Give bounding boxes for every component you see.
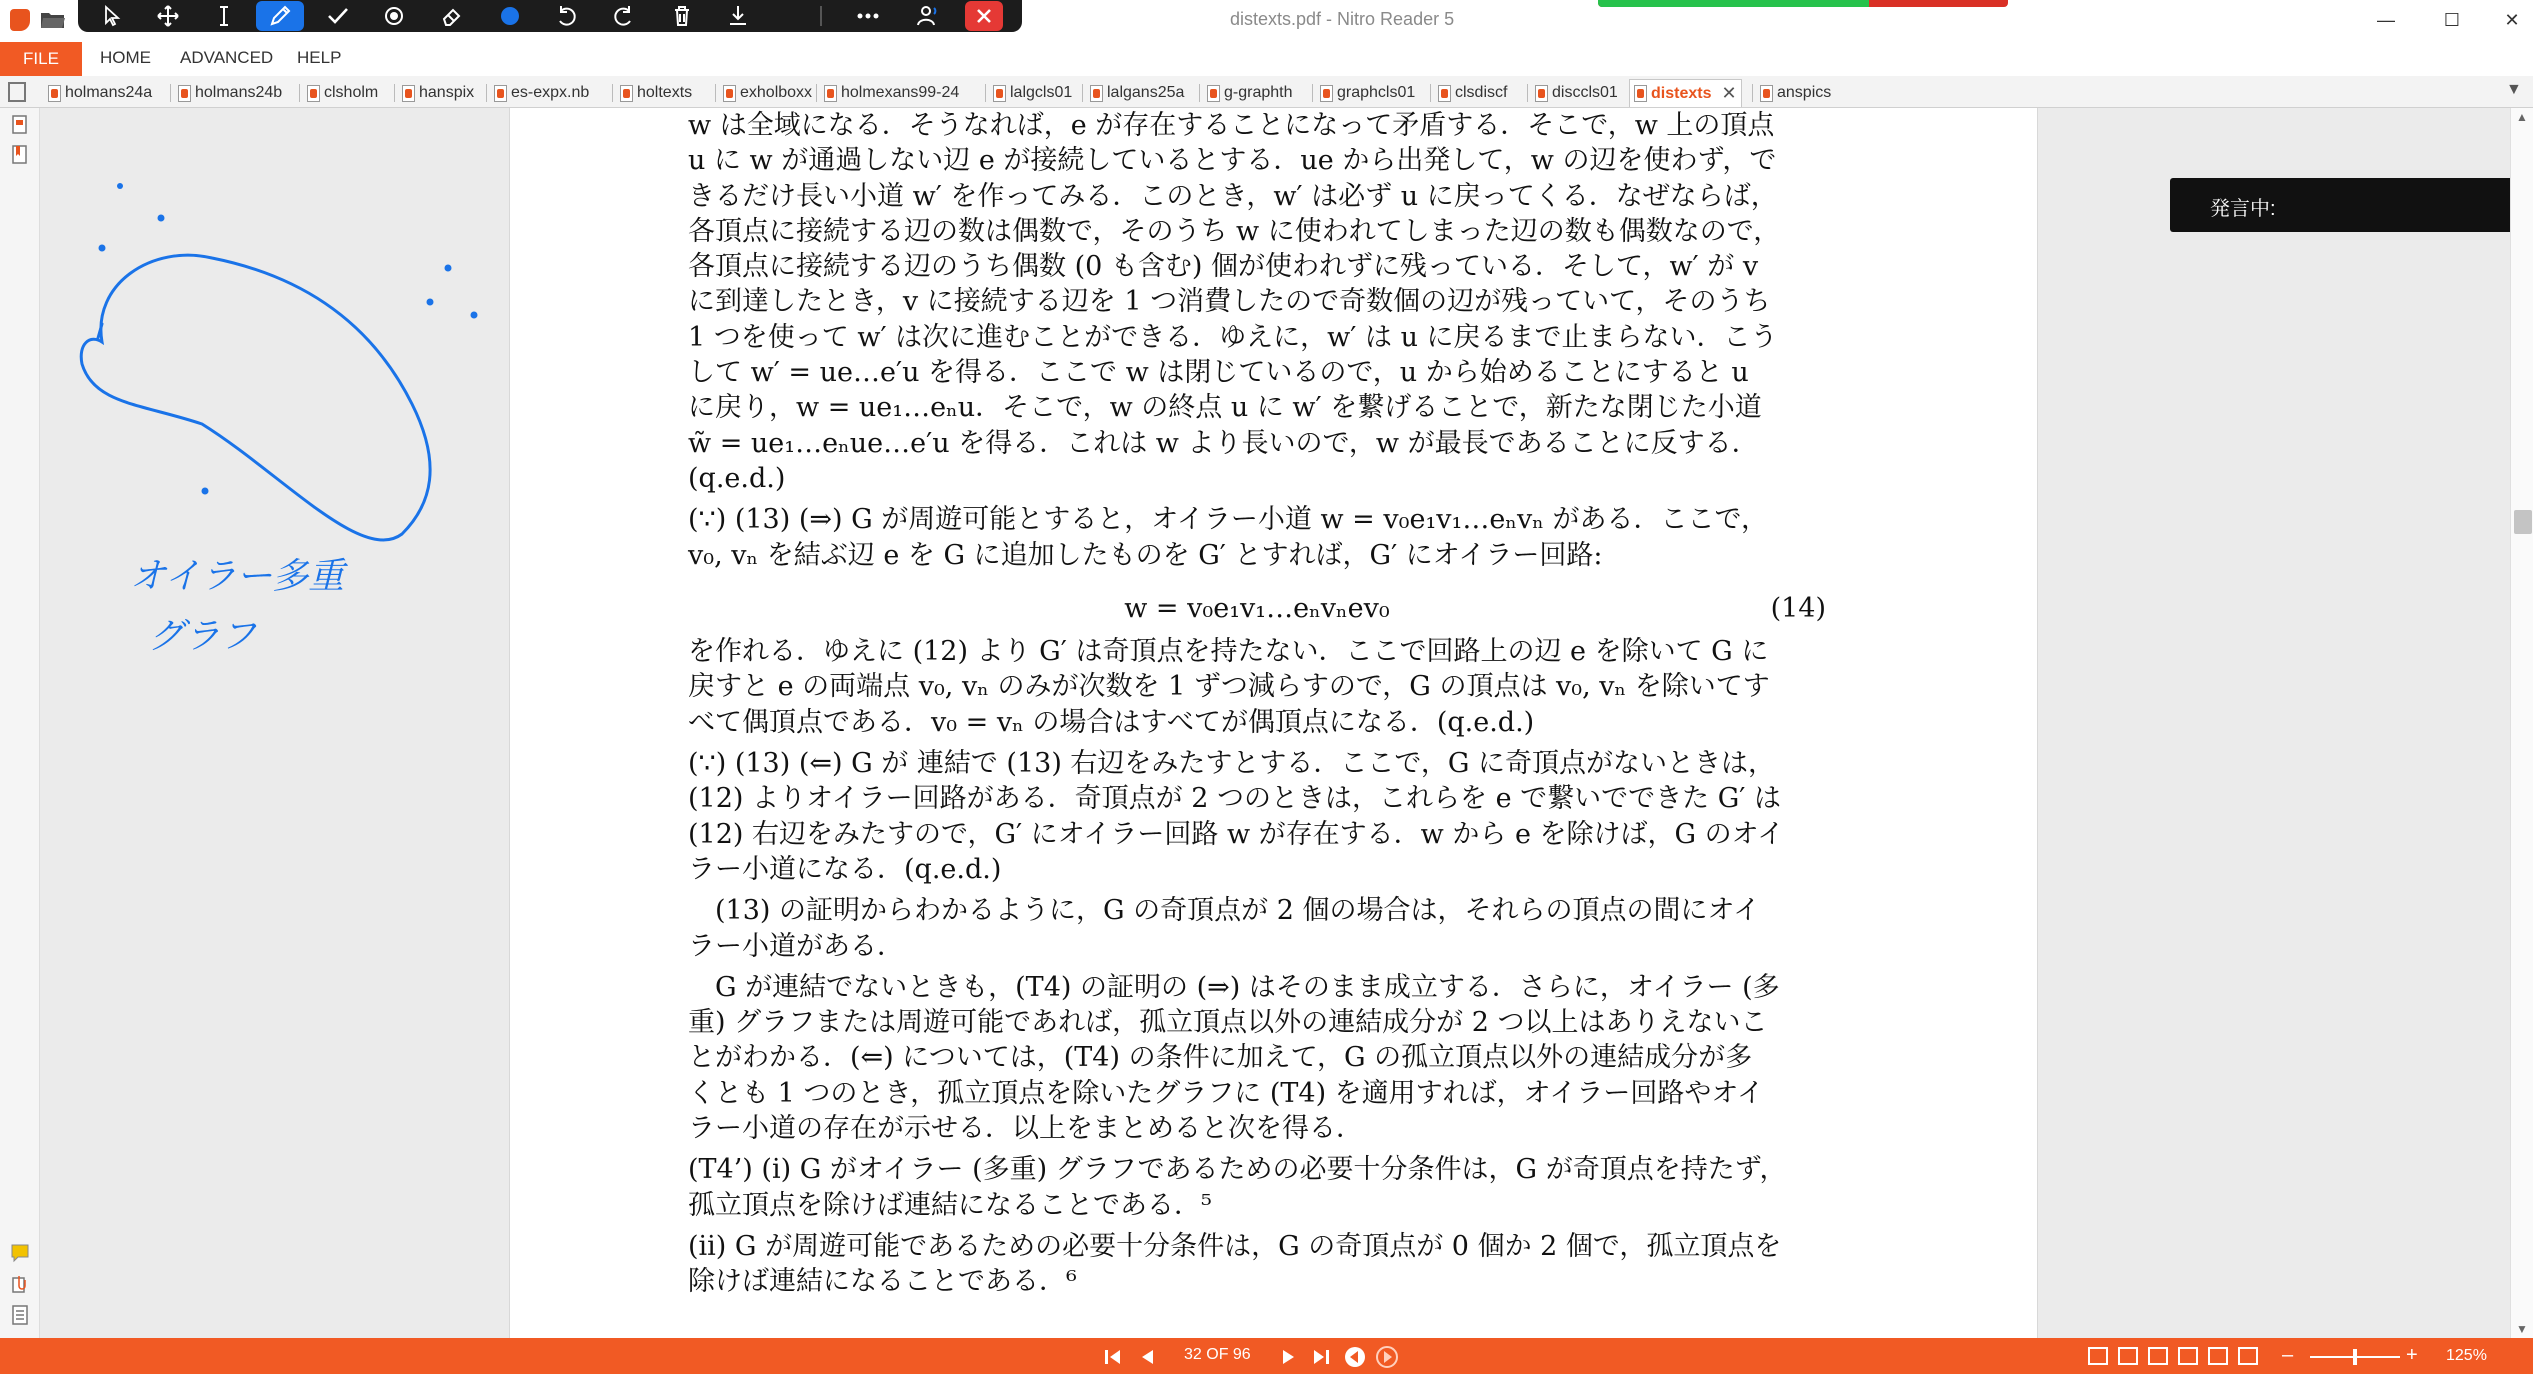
paragraph-proof-backward <box>688 746 1826 887</box>
doc-tab-graphcls01[interactable] <box>1320 79 1415 107</box>
more-options-button[interactable] <box>844 1 892 31</box>
text-line: (12) よりオイラー回路がある．奇頂点が 2 つのときは，これらを e で繋いでできた G′ は <box>688 783 1782 815</box>
pdf-file-icon <box>1320 85 1333 102</box>
check-button[interactable] <box>314 1 362 31</box>
first-page-icon <box>1103 1347 1123 1367</box>
doc-tab-label: anspics <box>1777 84 1832 101</box>
zoom-slider-thumb[interactable] <box>2353 1349 2357 1365</box>
comments-icon[interactable] <box>10 1242 30 1264</box>
doc-tab-lalgcls01[interactable] <box>993 79 1072 107</box>
color-dot-icon <box>497 3 523 29</box>
handwritten-blob-drawing <box>81 255 430 540</box>
text-line: べて偶頂点である．v₀ = vₙ の場合はすべてが偶頂点になる．(q.e.d.) <box>688 706 1535 738</box>
pdf-file-icon <box>1438 85 1451 102</box>
pan-move-button[interactable] <box>144 1 192 31</box>
doc-tab-label: es-expx.nb <box>511 84 590 101</box>
trash-icon <box>669 3 695 29</box>
stamp-icon <box>381 3 407 29</box>
doc-tab-label: lalgcls01 <box>1010 84 1073 101</box>
document-tab-bar <box>0 76 2533 108</box>
color-picker-button[interactable] <box>486 1 534 31</box>
text-line: (13) の証明からわかるように，G の奇頂点が 2 個の場合は，それらの頂点の間にオイ <box>688 895 1761 927</box>
stamp-button[interactable] <box>370 1 418 31</box>
text-line: 除けば連結になることである．⁶ <box>688 1266 1077 1298</box>
tab-separator <box>299 84 300 102</box>
pen-toolbar <box>78 0 1022 32</box>
zoom-level[interactable]: 125% <box>2446 1347 2487 1364</box>
handwriting-line-2: グラフ <box>148 616 257 657</box>
tab-separator <box>1430 84 1431 102</box>
doc-tab-holmexans99-24[interactable] <box>824 79 959 107</box>
doc-tab-lalgans25a[interactable] <box>1090 79 1184 107</box>
first-page-button[interactable] <box>1102 1346 1124 1368</box>
top-progress-fill <box>1598 0 1869 7</box>
text-line: 孤立頂点を除けば連結になることである．⁵ <box>688 1189 1212 1221</box>
tab-separator <box>1199 84 1200 102</box>
doc-tab-disccls01[interactable] <box>1535 79 1618 107</box>
close-tab-icon[interactable]: ✕ <box>1721 83 1737 103</box>
pdf-file-icon <box>1634 85 1647 102</box>
file-tab[interactable]: FILE <box>0 42 82 76</box>
doc-tab-label: holmans24a <box>65 84 153 101</box>
pen-icon <box>267 3 293 29</box>
previous-view-button[interactable] <box>1344 1346 1366 1368</box>
doc-tab-label: hanspix <box>419 84 475 101</box>
close-icon <box>971 3 997 29</box>
tab-help[interactable]: HELP <box>297 48 342 67</box>
more-dots-icon <box>855 3 881 29</box>
doc-tab-es-expx[interactable] <box>494 79 589 107</box>
select-arrow-icon <box>99 3 125 29</box>
undo-button[interactable] <box>542 1 590 31</box>
pdf-file-icon <box>1090 85 1103 102</box>
zoom-slider[interactable] <box>2310 1356 2400 1358</box>
doc-tab-distexts[interactable] <box>1629 79 1742 107</box>
previous-page-button[interactable] <box>1136 1346 1158 1368</box>
output-list-icon[interactable] <box>10 1304 30 1326</box>
pen-tool-button[interactable] <box>256 1 304 31</box>
ink-dots <box>99 183 478 495</box>
handwriting-line-1: オイラー多重 <box>130 556 345 597</box>
doc-tab-holmans24a[interactable] <box>48 79 152 107</box>
doc-tab-label: graphcls01 <box>1337 84 1416 101</box>
pdf-file-icon <box>48 85 61 102</box>
text-line: v₀, vₙ を結ぶ辺 e を G に追加したものを G′ とすれば，G′ にオイラー回路: <box>688 539 1603 571</box>
tabs-overflow-icon[interactable]: ▼ <box>2506 81 2522 98</box>
tab-separator <box>1082 84 1083 102</box>
doc-tab-holmans24b[interactable] <box>178 79 282 107</box>
doc-tab-label: g-graphth <box>1224 84 1293 101</box>
back-circle-icon <box>1344 1346 1366 1368</box>
minimize-button[interactable]: — <box>2377 9 2395 30</box>
fit-width-icon[interactable] <box>2208 1347 2228 1365</box>
tab-separator <box>1527 84 1528 102</box>
doc-tab-exholboxx[interactable] <box>723 79 812 107</box>
pages-panel-icon[interactable] <box>8 82 26 102</box>
theorem-t4prime-i <box>688 1152 1826 1223</box>
delete-button[interactable] <box>658 1 706 31</box>
pdf-file-icon <box>620 85 633 102</box>
text-cursor-button[interactable] <box>200 1 248 31</box>
text-line: を作れる．ゆえに (12) より G′ は奇頂点を持たない．ここで回路上の辺 e を除いて G に <box>688 636 1769 668</box>
text-line: 戻すと e の両端点 v₀, vₙ のみが次数を 1 ずつ減らすので，G の頂点は v₀, vₙ を除いてす <box>688 671 1770 703</box>
doc-tab-label: holmans24b <box>195 84 283 101</box>
tab-separator <box>816 84 817 102</box>
pdf-file-icon <box>402 85 415 102</box>
pdf-file-icon <box>1760 85 1773 102</box>
redo-icon <box>611 3 637 29</box>
tab-separator <box>612 84 613 102</box>
eraser-icon <box>439 3 465 29</box>
next-page-button[interactable] <box>1278 1346 1300 1368</box>
text-line: して w′ = ue…e′u を得る．ここで w は閉じているので，u から始めることにすると u <box>688 357 1749 389</box>
move-icon <box>155 3 181 29</box>
toolbar-divider <box>820 6 822 26</box>
paragraph-proof-forward <box>688 502 1826 573</box>
text-line: u に w が通過しない辺 e が接続しているとする．ue から出発して，w の辺を使わず，で <box>688 145 1777 177</box>
paragraph-remark-13 <box>688 893 1826 964</box>
close-window-button[interactable]: ✕ <box>2504 9 2520 30</box>
text-line: きるだけ長い小道 w′ を作ってみる．このとき，w′ は必ず u に戻ってくる．なぜならば， <box>688 180 1778 212</box>
doc-tab-holtexts[interactable] <box>620 79 692 107</box>
page-number-indicator[interactable]: 32 OF 96 <box>1184 1346 1251 1363</box>
left-panel-rail <box>0 108 40 1338</box>
tab-home[interactable]: HOME <box>100 48 151 67</box>
save-download-button[interactable] <box>714 1 762 31</box>
text-line: 各頂点に接続する辺のうち偶数 (0 も含む) 個が使われずに残っている．そして，w′ が v <box>688 251 1759 283</box>
facing-continuous-view-icon[interactable] <box>2178 1347 2198 1365</box>
text-line: に到達したとき，v に接続する辺を 1 つ消費したので奇数個の辺が残っていて，そのうち <box>688 286 1771 318</box>
doc-tab-label: holmexans99-24 <box>841 84 960 101</box>
facing-view-icon[interactable] <box>2148 1347 2168 1365</box>
paragraph-odd-vertices <box>688 634 1826 740</box>
last-page-button[interactable] <box>1310 1346 1332 1368</box>
doc-tab-label: distexts <box>1651 84 1712 102</box>
tab-separator <box>985 84 986 102</box>
text-line: とがわかる．(⇐) については，(T4) の条件に加えて，G の孤立頂点以外の連結成分が多 <box>688 1042 1753 1074</box>
doc-tab-anspics[interactable] <box>1760 79 1831 107</box>
tab-separator <box>1312 84 1313 102</box>
text-line: (∵) (13) (⇒) G が周遊可能とすると，オイラー小道 w = v₀e₁v₁…eₙvₙ がある．ここで， <box>688 504 1768 536</box>
text-line: (∵) (13) (⇐) G が 連結で (13) 右辺をみたすとする．ここで，G に奇頂点がないときは， <box>688 748 1776 780</box>
theorem-t4prime-ii <box>688 1229 1826 1300</box>
paragraph-disconnected-case <box>688 970 1826 1146</box>
nitro-logo-icon <box>10 9 30 31</box>
undo-icon <box>553 3 579 29</box>
download-icon <box>725 3 751 29</box>
doc-tab-label: lalgans25a <box>1107 84 1185 101</box>
next-view-button[interactable] <box>1376 1346 1398 1368</box>
top-progress-bar <box>1598 0 2008 7</box>
previous-page-icon <box>1137 1347 1157 1367</box>
attachments-icon[interactable] <box>10 1274 30 1296</box>
open-folder-icon[interactable] <box>40 10 66 30</box>
last-page-icon <box>1311 1347 1331 1367</box>
text-line: ラー小道がある． <box>688 930 904 962</box>
next-page-icon <box>1279 1347 1299 1367</box>
text-line: くとも 1 つのとき，孤立頂点を除いたグラフに (T4) を適用すれば，オイラー回路やオイ <box>688 1077 1764 1109</box>
pdf-file-icon <box>494 85 507 102</box>
speech-label: 発言中: <box>2210 198 2276 220</box>
doc-tab-label: clsholm <box>324 84 379 101</box>
speech-indicator-box <box>2170 178 2513 232</box>
tab-separator <box>170 84 171 102</box>
text-line: (T4’) (i) G がオイラー (多重) グラフであるための必要十分条件は，G が奇頂点を持たず， <box>688 1154 1787 1186</box>
display-equation <box>688 591 1826 626</box>
check-icon <box>325 3 351 29</box>
tab-separator <box>715 84 716 102</box>
ink-annotation-layer[interactable] <box>40 108 509 708</box>
doc-tab-label: clsdiscf <box>1455 84 1508 101</box>
close-toolbar-button[interactable] <box>965 1 1003 31</box>
vertical-scrollbar[interactable] <box>2510 108 2533 1338</box>
tab-separator <box>486 84 487 102</box>
forward-circle-icon <box>1376 1346 1398 1368</box>
tab-advanced[interactable]: ADVANCED <box>180 48 274 67</box>
text-line: w は全域になる．そうなれば，e が存在することになって矛盾する．そこで，w 上の頂点 <box>688 110 1775 141</box>
user-voice-icon <box>915 3 941 29</box>
handwritten-note <box>130 556 348 657</box>
text-line: G が連結でないときも，(T4) の証明の (⇒) はそのまま成立する．さらに，オイラー (多 <box>688 971 1780 1003</box>
fit-page-icon[interactable] <box>2238 1347 2258 1365</box>
pdf-file-icon <box>1535 85 1548 102</box>
text-line: 各頂点に接続する辺の数は偶数で，そのうち w に使われてしまった辺の数も偶数なので， <box>688 215 1781 247</box>
text-line: 重) グラフまたは周遊可能であれば，孤立頂点以外の連結成分が 2 つ以上はありえないこ <box>688 1007 1768 1039</box>
text-cursor-icon <box>211 3 237 29</box>
page-text-body <box>688 108 1826 1300</box>
maximize-button[interactable]: ☐ <box>2443 9 2461 30</box>
text-line: (ii) G が周遊可能であるための必要十分条件は，G の奇頂点が 0 個か 2 個で，孤立頂点を <box>688 1230 1782 1262</box>
select-arrow-button[interactable] <box>88 1 136 31</box>
ribbon-menu <box>0 40 2533 76</box>
text-line: ラー小道になる．(q.e.d.) <box>688 853 1002 885</box>
single-page-view-icon[interactable] <box>2088 1347 2108 1365</box>
doc-tab-label: exholboxx <box>740 84 813 101</box>
doc-tab-clsdiscf[interactable] <box>1438 79 1507 107</box>
pages-thumbnails-icon[interactable] <box>10 114 30 136</box>
scroll-up-icon[interactable]: ▲ <box>2516 110 2528 124</box>
window-title: distexts.pdf - Nitro Reader 5 <box>1230 9 1455 29</box>
eraser-button[interactable] <box>428 1 476 31</box>
doc-tab-hanspix[interactable] <box>402 79 474 107</box>
scrollbar-thumb[interactable] <box>2514 510 2532 534</box>
pdf-file-icon <box>993 85 1006 102</box>
text-line: 1 つを使って w′ は次に進むことができる．ゆえに，w′ は u に戻るまで止まらない．こう <box>688 321 1778 353</box>
text-line: に戻り，w = ue₁…eₙu．そこで，w の終点 u に w′ を繋げることで，新たな閉じた小道 <box>688 392 1762 424</box>
equation-text: w = v₀e₁v₁…eₙvₙev₀ <box>1124 592 1390 624</box>
pdf-file-icon <box>307 85 320 102</box>
zoom-in-button[interactable]: + <box>2406 1344 2418 1366</box>
text-line: ラー小道の存在が示せる．以上をまとめると次を得る． <box>688 1113 1363 1145</box>
continuous-view-icon[interactable] <box>2118 1347 2138 1365</box>
doc-tab-clsholm[interactable] <box>307 79 378 107</box>
text-line: (12) 右辺をみたすので，G′ にオイラー回路 w が存在する．w から e を除けば，G のオイ <box>688 818 1785 850</box>
doc-tab-label: holtexts <box>637 84 693 101</box>
pdf-file-icon <box>824 85 837 102</box>
tab-separator <box>1752 84 1753 102</box>
bookmarks-icon[interactable] <box>10 144 30 166</box>
pdf-file-icon <box>723 85 736 102</box>
doc-tab-g-graphth[interactable] <box>1207 79 1293 107</box>
pdf-page[interactable] <box>509 108 2038 1338</box>
equation-number: (14) <box>1770 592 1826 624</box>
zoom-out-button[interactable]: – <box>2282 1344 2294 1366</box>
text-line: (q.e.d.) <box>688 462 786 494</box>
voice-user-button[interactable] <box>904 1 952 31</box>
pdf-file-icon <box>1207 85 1220 102</box>
text-line: w̃ = ue₁…eₙue…e′u を得る．これは w より長いので，w が最長であることに反する． <box>688 427 1759 459</box>
doc-tab-label: disccls01 <box>1552 84 1618 101</box>
pdf-file-icon <box>178 85 191 102</box>
status-bar <box>0 1338 2533 1374</box>
tab-separator <box>394 84 395 102</box>
redo-button[interactable] <box>600 1 648 31</box>
scroll-down-icon[interactable]: ▼ <box>2516 1322 2528 1336</box>
paragraph-proof-continuation <box>688 108 1826 496</box>
